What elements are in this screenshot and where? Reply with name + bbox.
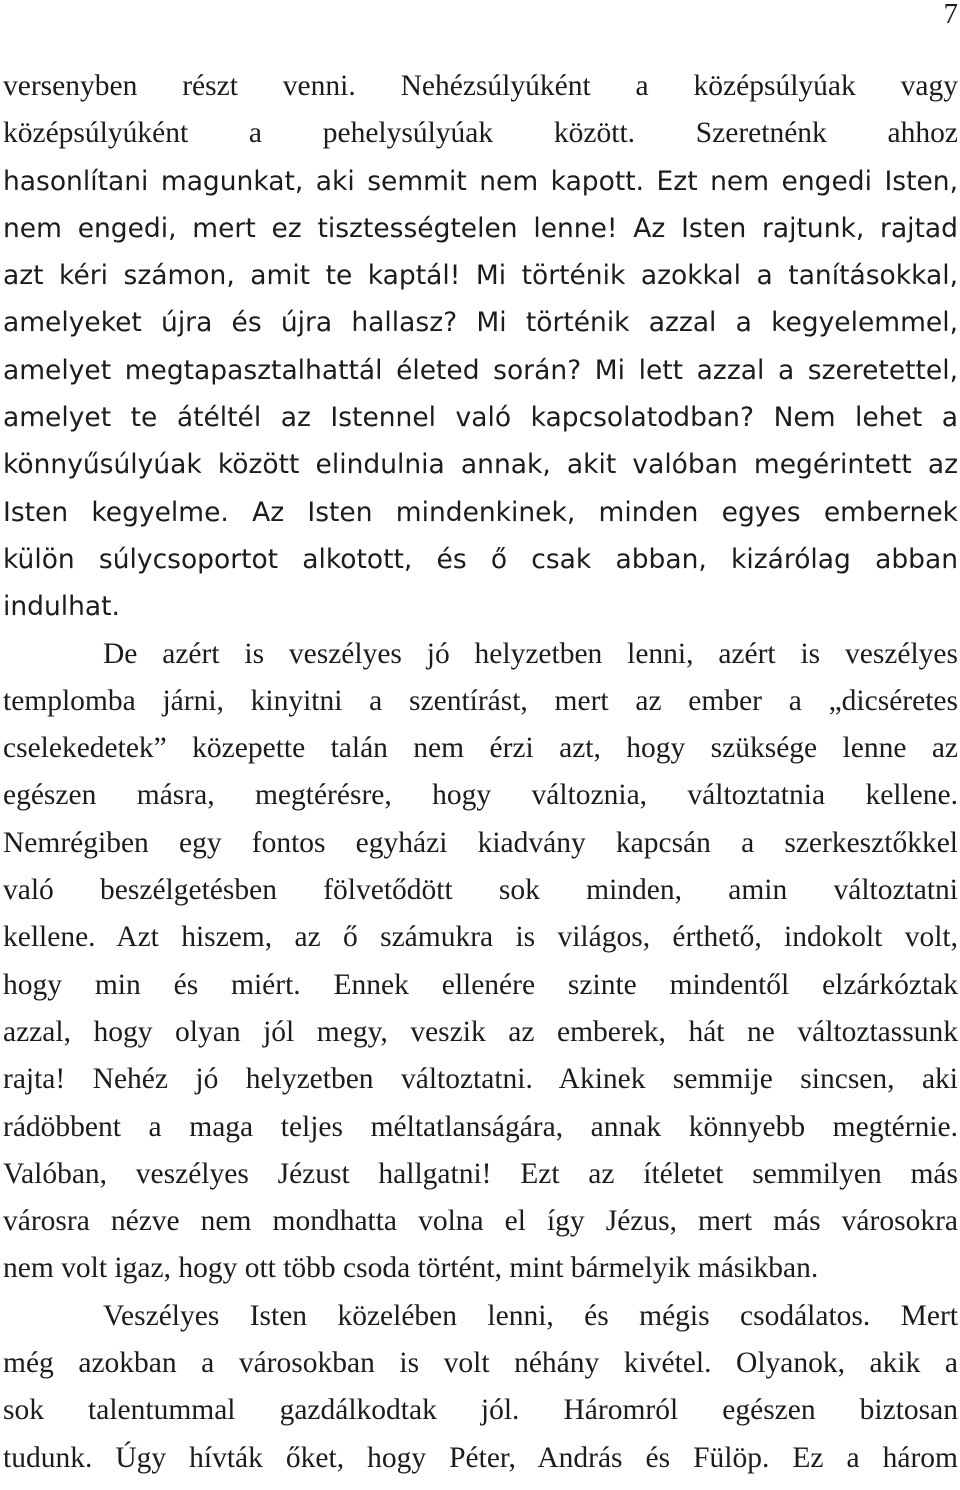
- text-line: [3, 1245, 958, 1292]
- body-text: [3, 63, 958, 1482]
- text-span: kellene. Azt hiszem, az ő számukra is világos, érthető, indokolt volt,: [3, 921, 958, 954]
- text-span: városra nézve nem mondhatta volna el így Jézus, mert más városokra: [3, 1205, 958, 1238]
- text-line: [3, 489, 958, 536]
- text-line: [3, 1009, 958, 1056]
- text-span: rádöbbent a maga teljes méltatlanságára, annak könnyebb megtérnie.: [3, 1110, 958, 1143]
- text-line: [3, 1340, 958, 1387]
- text-span: rajta! Nehéz jó helyzetben változtatni. Akinek semmije sincsen, aki: [3, 1063, 958, 1096]
- paragraph: [3, 63, 958, 631]
- text-span: egészen másra, megtérésre, hogy változnia, változtatnia kellene.: [3, 779, 958, 812]
- text-line: [3, 347, 958, 394]
- text-line: [3, 1056, 958, 1103]
- text-line: [3, 631, 958, 678]
- text-line: [3, 1151, 958, 1198]
- text-span: cselekedetek” közepette talán nem érzi azt, hogy szüksége lenne az: [3, 732, 958, 765]
- text-line: [3, 205, 958, 252]
- text-line: [3, 1293, 958, 1340]
- text-line: [3, 867, 958, 914]
- text-span: Valóban, veszélyes Jézust hallgatni! Ezt az ítéletet semmilyen más: [3, 1157, 958, 1190]
- text-span: Veszélyes Isten közelében lenni, és mégis csodálatos. Mert: [103, 1299, 958, 1332]
- text-span: még azokban a városokban is volt néhány kivétel. Olyanok, akik a: [3, 1347, 958, 1380]
- text-span: Nemrégiben egy fontos egyházi kiadvány kapcsán a szerkesztőkkel: [3, 826, 958, 859]
- text-span: templomba járni, kinyitni a szentírást, mert az ember a „dicséretes: [3, 684, 958, 717]
- text-line: [3, 299, 958, 346]
- text-span: amelyeket újra és újra hallasz? Mi történik azzal a kegyelemmel,: [3, 307, 958, 339]
- text-span: való beszélgetésben fölvetődött sok minden, amin változtatni: [3, 874, 958, 907]
- text-line: [3, 1387, 958, 1434]
- text-span: azzal, hogy olyan jól megy, veszik az emberek, hát ne változtassunk: [3, 1015, 958, 1048]
- text-line: [3, 678, 958, 725]
- text-span: amelyet megtapasztalhattál életed során? Mi lett azzal a szeretettel,: [3, 354, 958, 386]
- text-span: azt kéri számon, amit te kaptál! Mi történik azokkal a tanításokkal,: [3, 260, 958, 292]
- text-span: könnyűsúlyúak között elindulnia annak, akit valóban megérintett az: [3, 449, 958, 481]
- text-line: [3, 772, 958, 819]
- text-span: sok talentummal gazdálkodtak jól. Háromról egészen biztosan: [3, 1394, 958, 1427]
- text-span: tudunk. Úgy hívták őket, hogy Péter, András és Fülöp. Ez a három: [3, 1441, 958, 1474]
- text-line: [3, 110, 958, 157]
- text-span: De azért is veszélyes jó helyzetben lenni, azért is veszélyes: [103, 637, 958, 670]
- text-line: [3, 1104, 958, 1151]
- text-span: versenyben részt venni. Nehézsúlyúként a középsúlyúak vagy: [3, 70, 958, 102]
- text-line: [3, 962, 958, 1009]
- text-line: [3, 1198, 958, 1245]
- text-line: [3, 725, 958, 772]
- text-span: hogy min és miért. Ennek ellenére szinte mindentől elzárkóztak: [3, 968, 958, 1001]
- paragraph: [3, 1293, 958, 1482]
- paragraph: [3, 631, 958, 1293]
- text-line: [3, 914, 958, 961]
- text-span: hasonlítani magunkat, aki semmit nem kapott. Ezt nem engedi Isten,: [3, 165, 958, 197]
- text-span: külön súlycsoportot alkotott, és ő csak abban, kizárólag abban: [3, 543, 958, 575]
- text-line: [3, 158, 958, 205]
- text-line: [3, 394, 958, 441]
- text-span: nem engedi, mert ez tisztességtelen lenne! Az Isten rajtunk, rajtad: [3, 212, 958, 244]
- text-line: [3, 63, 958, 110]
- text-span: amelyet te átéltél az Istennel való kapcsolatodban? Nem lehet a: [3, 402, 958, 434]
- text-span: Isten kegyelme. Az Isten mindenkinek, minden egyes embernek: [3, 496, 958, 528]
- text-line: [3, 583, 958, 630]
- text-span: indulhat.: [3, 591, 120, 623]
- text-line: [3, 536, 958, 583]
- text-line: [3, 252, 958, 299]
- text-line: [3, 441, 958, 488]
- text-line: [3, 1435, 958, 1482]
- text-span: középsúlyúként a pehelysúlyúak között. Szeretnénk ahhoz: [3, 117, 958, 150]
- text-line: [3, 820, 958, 867]
- text-span: nem volt igaz, hogy ott több csoda történt, mint bármelyik másikban.: [3, 1252, 819, 1285]
- page-number: 7: [943, 0, 958, 30]
